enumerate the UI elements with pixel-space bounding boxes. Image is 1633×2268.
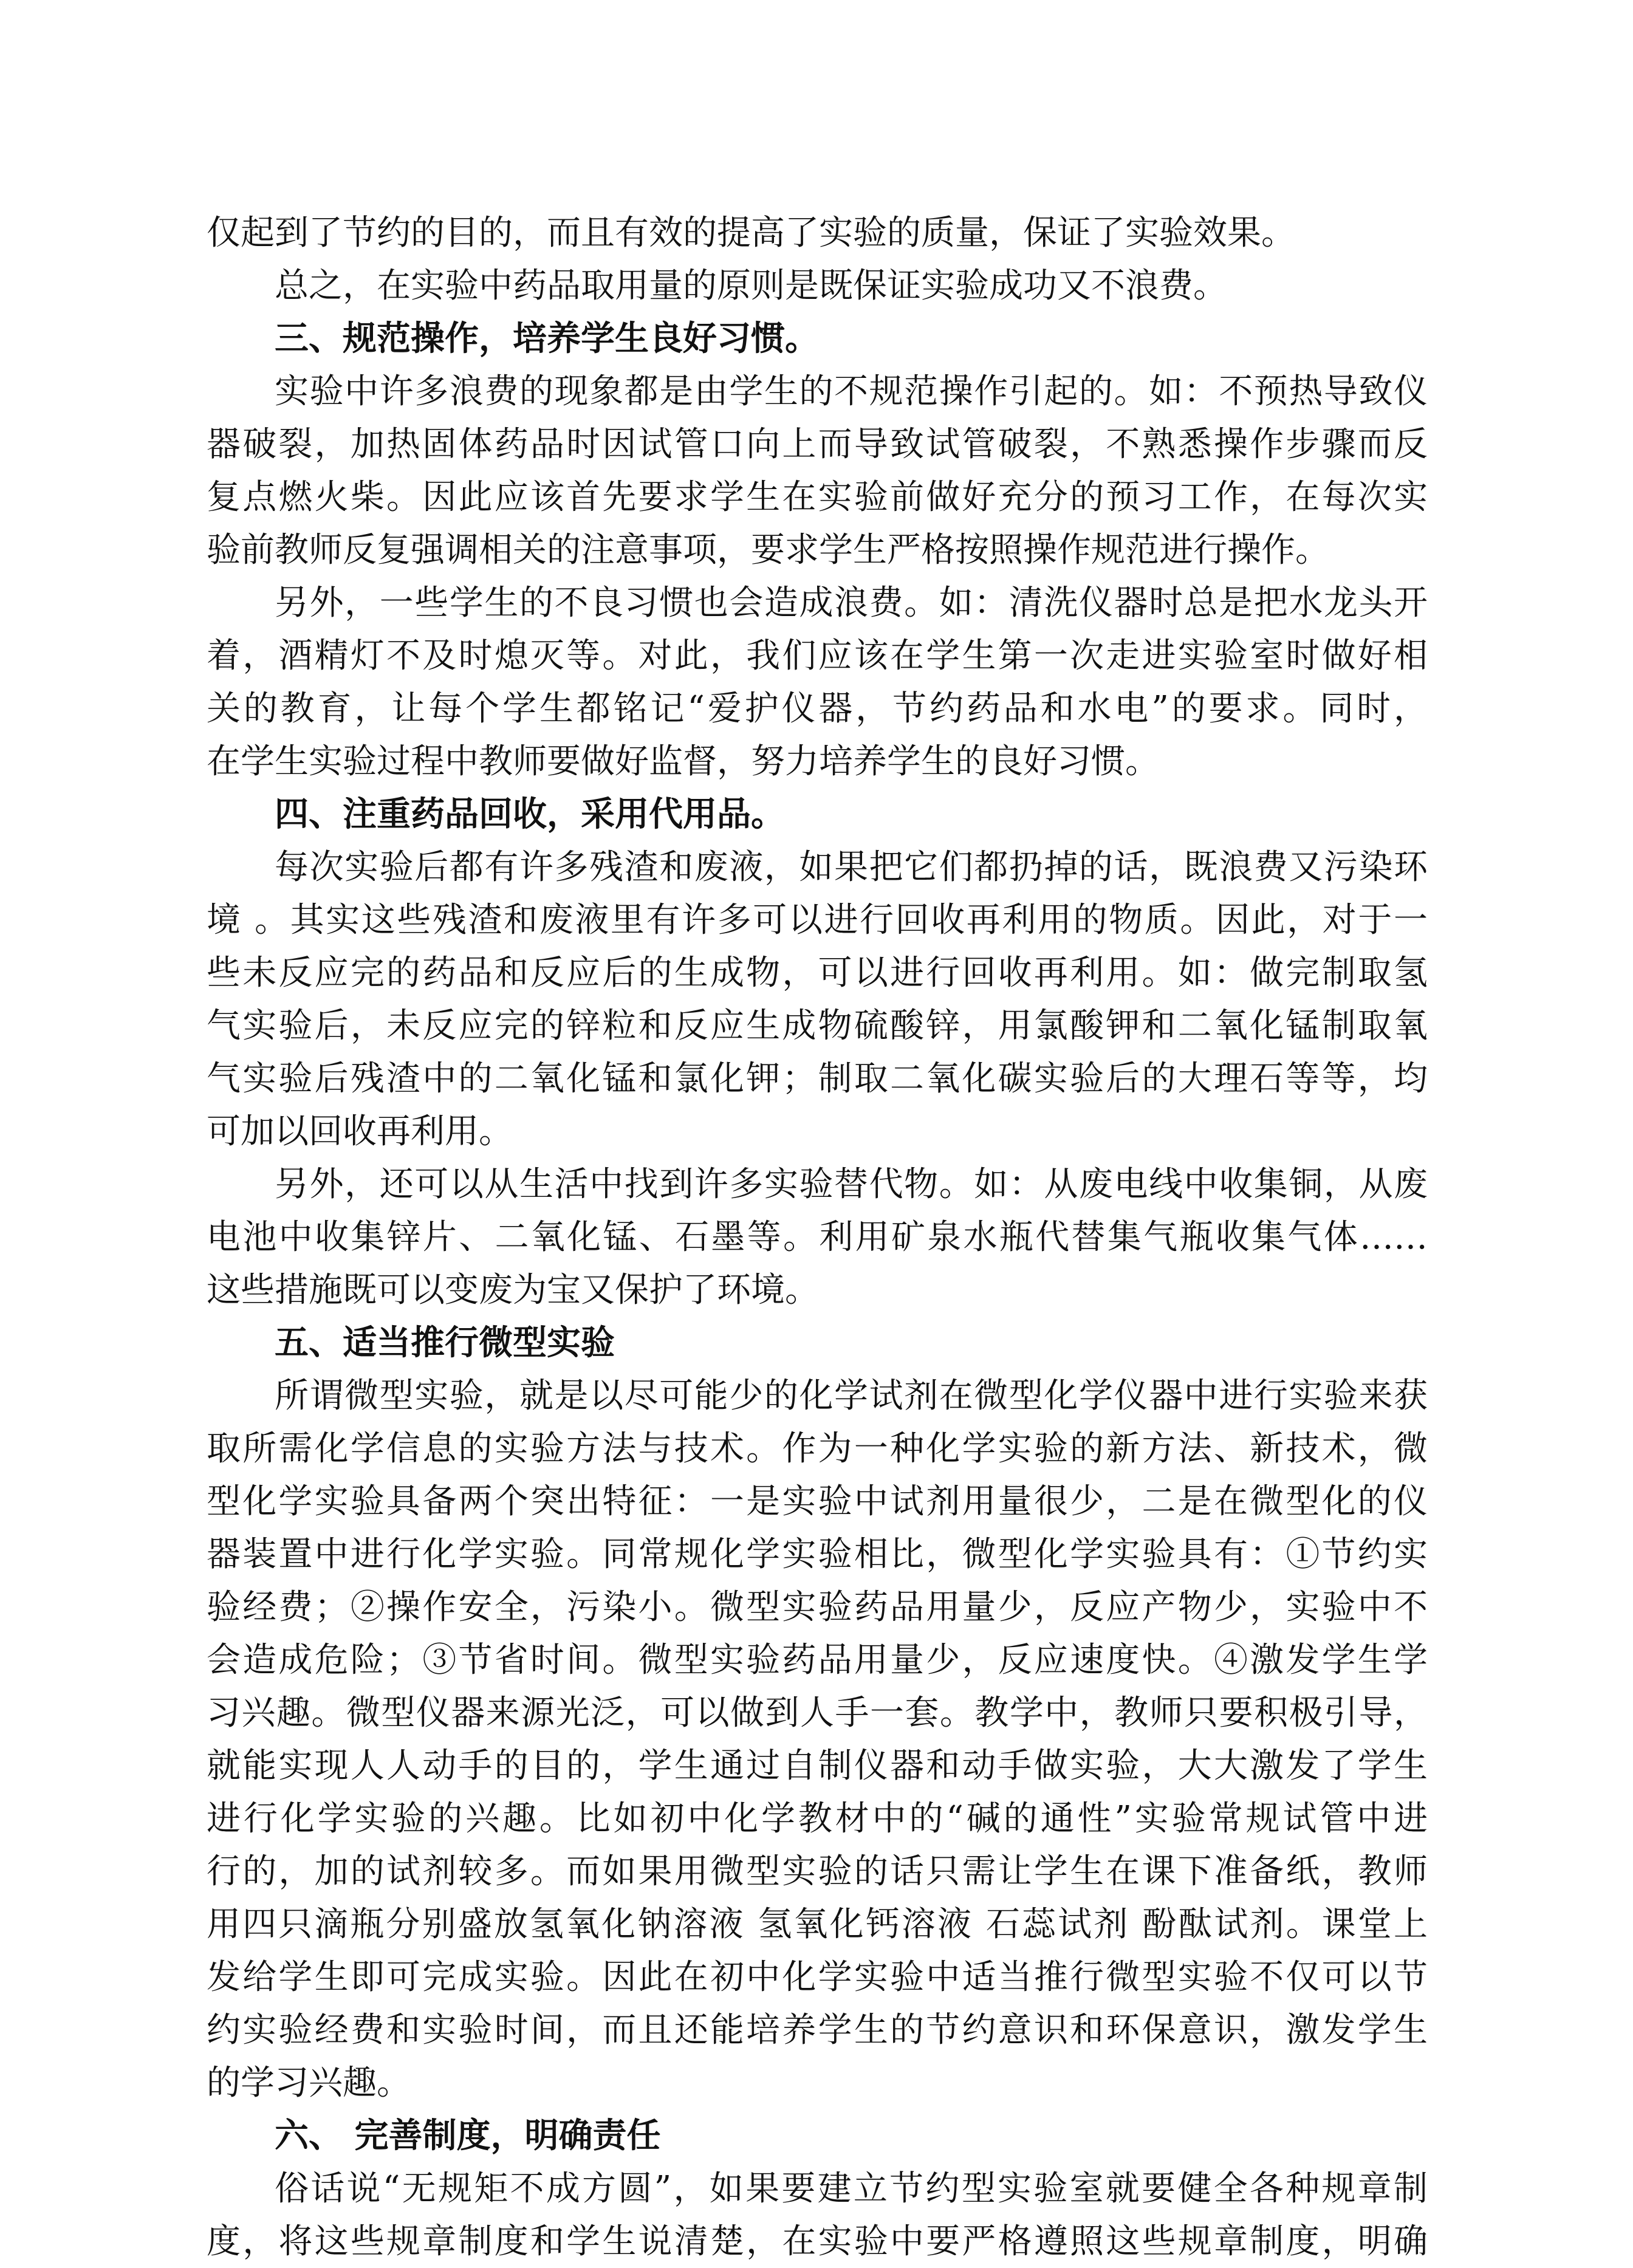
text-line: 另外，一些学生的不良习惯也会造成浪费。如：清洗仪器时总是把水龙头开 <box>275 583 1428 623</box>
text-line: 验经费；②操作安全，污染小。微型实验药品用量少，反应产物少，实验中不 <box>207 1588 1428 1627</box>
text-line: 取所需化学信息的实验方法与技术。作为一种化学实验的新方法、新技术，微 <box>207 1429 1428 1468</box>
text-line: 俗话说“无规矩不成方圆”，如果要建立节约型实验室就要健全各种规章制 <box>275 2169 1428 2208</box>
text-line: 会造成危险；③节省时间。微型实验药品用量少，反应速度快。④激发学生学 <box>207 1640 1428 1680</box>
text-line: 所谓微型实验，就是以尽可能少的化学试剂在微型化学仪器中进行实验来获 <box>275 1376 1428 1416</box>
document-page <box>207 207 1428 2268</box>
text-line: 进行化学实验的兴趣。比如初中化学教材中的“碱的通性”实验常规试管中进 <box>207 1799 1428 1838</box>
text-line: 这些措施既可以变废为宝又保护了环境。 <box>207 1270 819 1310</box>
text-line: 在学生实验过程中教师要做好监督，努力培养学生的良好习惯。 <box>207 742 1159 781</box>
section-heading: 六、 完善制度，明确责任 <box>275 2116 661 2156</box>
text-line: 气实验后残渣中的二氧化锰和氯化钾；制取二氧化碳实验后的大理石等等，均 <box>207 1059 1428 1098</box>
text-line: 关的教育，让每个学生都铭记“爱护仪器，节约药品和水电”的要求。同时， <box>207 689 1428 728</box>
text-line: 气实验后，未反应完的锌粒和反应生成物硫酸锌，用氯酸钾和二氧化锰制取氧 <box>207 1006 1428 1046</box>
section-heading: 五、适当推行微型实验 <box>275 1323 615 1363</box>
section-heading: 四、注重药品回收，采用代用品。 <box>275 794 785 834</box>
text-line: 些未反应完的药品和反应后的生成物，可以进行回收再利用。如：做完制取氢 <box>207 953 1428 993</box>
text-line: 实验中许多浪费的现象都是由学生的不规范操作引起的。如：不预热导致仪 <box>275 372 1428 411</box>
text-line: 境 。其实这些残渣和废液里有许多可以进行回收再利用的物质。因此，对于一 <box>207 900 1428 940</box>
text-line: 度，将这些规章制度和学生说清楚，在实验中要严格遵照这些规章制度，明确 <box>207 2222 1428 2261</box>
text-line: 每次实验后都有许多残渣和废液，如果把它们都扔掉的话，既浪费又污染环 <box>275 848 1428 887</box>
text-line: 着，酒精灯不及时熄灭等。对此，我们应该在学生第一次走进实验室时做好相 <box>207 636 1428 676</box>
text-line: 的学习兴趣。 <box>207 2063 411 2103</box>
text-line: 仅起到了节约的目的，而且有效的提高了实验的质量，保证了实验效果。 <box>207 213 1295 253</box>
text-line: 可加以回收再利用。 <box>207 1112 513 1151</box>
text-line: 复点燃火柴。因此应该首先要求学生在实验前做好充分的预习工作，在每次实 <box>207 478 1428 517</box>
text-line: 约实验经费和实验时间，而且还能培养学生的节约意识和环保意识，激发学生 <box>207 2010 1428 2050</box>
text-line: 型化学实验具备两个突出特征：一是实验中试剂用量很少，二是在微型化的仪 <box>207 1482 1428 1521</box>
text-line: 电池中收集锌片、二氧化锰、石墨等。利用矿泉水瓶代替集气瓶收集气体…… <box>207 1218 1428 1257</box>
text-line: 另外，还可以从生活中找到许多实验替代物。如：从废电线中收集铜，从废 <box>275 1165 1428 1204</box>
text-line: 就能实现人人动手的目的，学生通过自制仪器和动手做实验，大大激发了学生 <box>207 1746 1428 1786</box>
section-heading: 三、规范操作，培养学生良好习惯。 <box>275 318 819 358</box>
text-line: 用四只滴瓶分别盛放氢氧化钠溶液 氢氧化钙溶液 石蕊试剂 酚酞试剂。课堂上 <box>207 1905 1428 1944</box>
text-line: 发给学生即可完成实验。因此在初中化学实验中适当推行微型实验不仅可以节 <box>207 1958 1428 1997</box>
text-line: 习兴趣。微型仪器来源光泛，可以做到人手一套。教学中，教师只要积极引导， <box>207 1693 1428 1733</box>
text-line: 总之，在实验中药品取用量的原则是既保证实验成功又不浪费。 <box>275 266 1227 306</box>
text-line: 行的，加的试剂较多。而如果用微型实验的话只需让学生在课下准备纸，教师 <box>207 1852 1428 1891</box>
text-line: 器破裂，加热固体药品时因试管口向上而导致试管破裂，不熟悉操作步骤而反 <box>207 425 1428 464</box>
text-line: 器装置中进行化学实验。同常规化学实验相比，微型化学实验具有：①节约实 <box>207 1535 1428 1574</box>
text-line: 验前教师反复强调相关的注意事项，要求学生严格按照操作规范进行操作。 <box>207 530 1329 570</box>
